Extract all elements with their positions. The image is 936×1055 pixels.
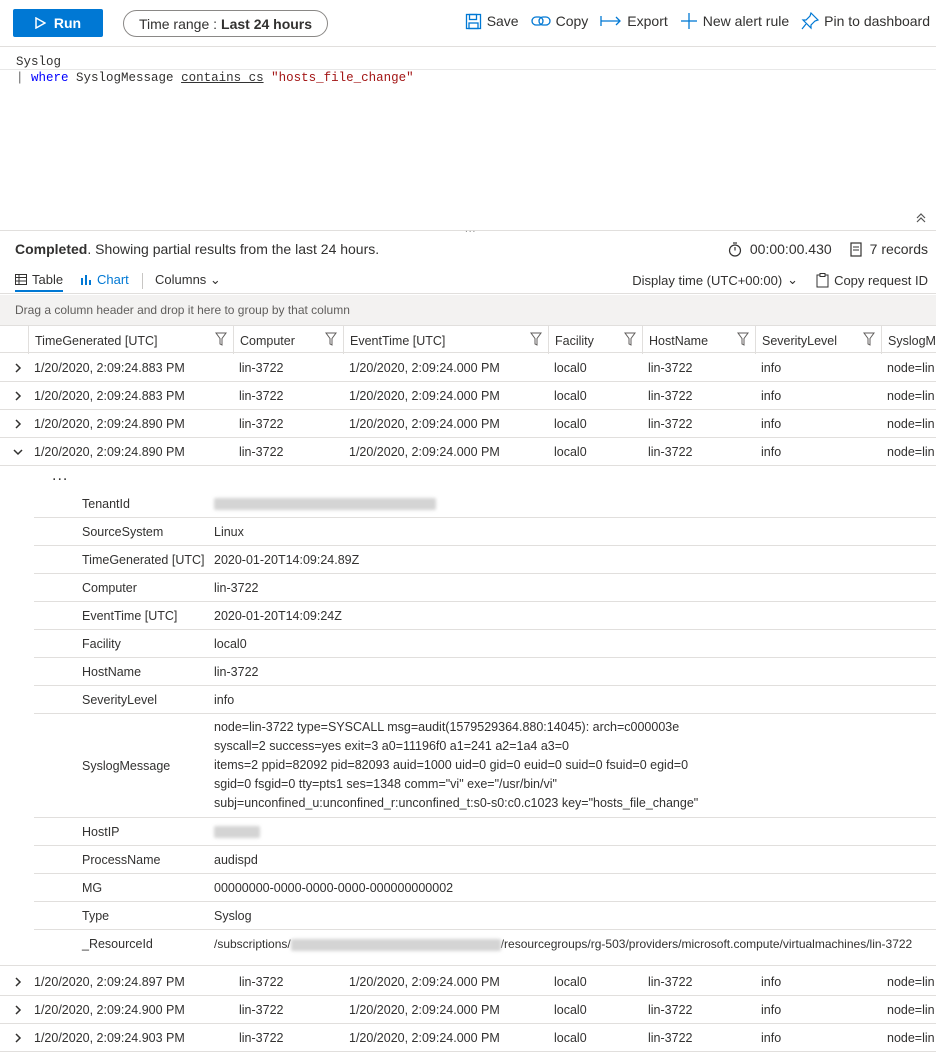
play-icon — [35, 17, 46, 29]
column-header[interactable] — [28, 326, 233, 354]
detail-key: TenantId — [82, 497, 130, 511]
document-icon — [850, 242, 862, 257]
table-cell: lin-3722 — [648, 1031, 693, 1045]
copy-request-id-button[interactable] — [816, 273, 928, 288]
syslog-line: syscall=2 success=yes exit=3 a0=11196f0 a1=241 a2=1a4 a3=0 — [214, 739, 570, 753]
redacted-host-ip — [214, 824, 260, 838]
new-alert-label: New alert rule — [702, 13, 790, 29]
query-line-2 — [16, 71, 414, 85]
chevron-right-icon[interactable] — [12, 417, 24, 431]
detail-value: 2020-01-20T14:09:24.89Z — [214, 553, 360, 567]
elapsed-time — [728, 241, 832, 257]
export-label: Export — [627, 13, 668, 29]
table-cell: local0 — [554, 1031, 587, 1045]
table-cell: local0 — [554, 445, 587, 459]
detail-value: local0 — [214, 637, 247, 651]
column-header-label: TimeGenerated [UTC] — [35, 334, 158, 348]
query-string: "hosts_file_change" — [271, 71, 414, 85]
table-cell: info — [761, 975, 782, 989]
filter-icon[interactable] — [624, 332, 636, 346]
resource-suffix: /resourcegroups/rg-503/providers/microsoft.compute/virtualmachines/lin-3722 — [500, 937, 913, 951]
table-cell: 1/20/2020, 2:09:24.890 PM — [34, 445, 185, 459]
detail-key: HostName — [82, 665, 142, 679]
tab-chart[interactable] — [80, 272, 129, 287]
detail-key: MG — [82, 881, 103, 895]
detail-value: 00000000-0000-0000-0000-000000000002 — [214, 881, 454, 895]
table-cell: info — [761, 1003, 782, 1017]
detail-value: Syslog — [214, 909, 252, 923]
table-cell: node=lin — [887, 1003, 935, 1017]
copy-request-label: Copy request ID — [834, 272, 928, 288]
plus-icon — [680, 12, 698, 30]
chevron-down-icon: ⌄ — [209, 272, 221, 287]
table-cell: local0 — [554, 1003, 587, 1017]
table-cell: 1/20/2020, 2:09:24.000 PM — [349, 975, 500, 989]
table-cell: node=lin — [887, 361, 935, 375]
chevron-down-icon[interactable] — [12, 445, 24, 459]
table-cell: local0 — [554, 389, 587, 403]
query-space — [264, 71, 272, 85]
detail-key: EventTime [UTC] — [82, 609, 178, 623]
pin-to-dashboard-button[interactable] — [801, 12, 930, 30]
stopwatch-icon — [728, 242, 742, 257]
expanded-record-detail — [0, 466, 936, 966]
detail-value: Linux — [214, 525, 244, 539]
table-cell: lin-3722 — [239, 389, 284, 403]
save-label: Save — [486, 13, 519, 29]
query-editor[interactable] — [0, 48, 936, 230]
clipboard-icon — [816, 273, 829, 288]
table-row[interactable] — [0, 996, 936, 1024]
table-cell: 1/20/2020, 2:09:24.900 PM — [34, 1003, 185, 1017]
detail-row-facility — [34, 630, 936, 658]
detail-row-mg — [34, 874, 936, 902]
query-status — [15, 241, 379, 257]
detail-row-processname — [34, 846, 936, 874]
column-header-label: SeverityLevel — [762, 334, 838, 348]
tab-chart-label: Chart — [97, 272, 129, 287]
new-alert-rule-button[interactable] — [680, 12, 789, 30]
group-by-drop-zone[interactable]: Drag a column header and drop it here to group by that column — [0, 295, 936, 325]
view-divider — [142, 273, 143, 289]
status-completed: Completed — [15, 241, 88, 257]
table-cell: lin-3722 — [648, 445, 693, 459]
table-cell: local0 — [554, 361, 587, 375]
query-field: SyslogMessage — [68, 71, 182, 85]
current-line-highlight — [0, 55, 936, 70]
table-cell: node=lin — [887, 445, 935, 459]
detail-key: Computer — [82, 581, 137, 595]
query-toolbar — [0, 0, 936, 47]
filter-icon[interactable] — [325, 332, 337, 346]
detail-key: HostIP — [82, 825, 120, 839]
table-row[interactable] — [0, 382, 936, 410]
syslog-message-value — [214, 718, 698, 813]
resource-prefix: /subscriptions/ — [214, 937, 291, 951]
detail-key: Type — [82, 909, 110, 923]
table-cell: 1/20/2020, 2:09:24.890 PM — [34, 417, 185, 431]
columns-label: Columns — [155, 272, 207, 287]
table-cell: info — [761, 361, 782, 375]
table-cell: 1/20/2020, 2:09:24.883 PM — [34, 389, 185, 403]
table-cell: node=lin — [887, 975, 935, 989]
column-header[interactable] — [343, 326, 548, 354]
export-icon — [600, 14, 622, 28]
table-cell: node=lin — [887, 417, 935, 431]
record-count-value: 7 records — [869, 241, 928, 257]
tab-table-label: Table — [32, 272, 64, 287]
detail-value: info — [214, 693, 235, 707]
table-cell: lin-3722 — [648, 1003, 693, 1017]
run-label: Run — [53, 15, 82, 31]
more-options-icon[interactable]: ... — [52, 467, 69, 484]
column-header-label: SyslogM — [888, 334, 936, 348]
detail-key: ProcessName — [82, 853, 161, 867]
table-cell: info — [761, 445, 782, 459]
table-cell: lin-3722 — [239, 1003, 284, 1017]
bar-chart-icon — [80, 274, 92, 285]
table-cell: lin-3722 — [239, 361, 284, 375]
chevron-right-icon[interactable] — [12, 975, 24, 989]
table-cell: 1/20/2020, 2:09:24.883 PM — [34, 361, 185, 375]
query-operator: contains_cs — [181, 71, 264, 85]
detail-key: SyslogMessage — [82, 759, 171, 773]
table-cell: info — [761, 417, 782, 431]
table-cell: 1/20/2020, 2:09:24.903 PM — [34, 1031, 185, 1045]
chevron-down-icon: ⌄ — [787, 272, 799, 287]
detail-row-severitylevel — [34, 686, 936, 714]
syslog-line: node=lin-3722 type=SYSCALL msg=audit(1579529364.880:14045): arch=c000003e — [214, 720, 680, 734]
table-cell: info — [761, 389, 782, 403]
time-range-value: Last 24 hours — [221, 15, 313, 32]
table-cell: lin-3722 — [239, 975, 284, 989]
chevron-right-icon[interactable] — [12, 1003, 24, 1017]
table-cell: local0 — [554, 975, 587, 989]
table-cell: lin-3722 — [648, 417, 693, 431]
time-range-picker[interactable] — [123, 10, 328, 37]
link-icon — [531, 14, 551, 28]
table-cell: lin-3722 — [239, 417, 284, 431]
table-row[interactable] — [0, 438, 936, 466]
column-header[interactable] — [233, 326, 343, 354]
table-cell: 1/20/2020, 2:09:24.000 PM — [349, 445, 500, 459]
column-header-label: EventTime [UTC] — [350, 334, 446, 348]
table-row[interactable] — [0, 410, 936, 438]
detail-key: TimeGenerated [UTC] — [82, 553, 205, 567]
collapse-editor-icon[interactable] — [916, 210, 926, 226]
detail-row-sourcesystem — [34, 518, 936, 546]
detail-value: 2020-01-20T14:09:24Z — [214, 609, 342, 623]
table-row[interactable] — [0, 968, 936, 996]
table-row[interactable] — [0, 1024, 936, 1052]
table-cell: node=lin — [887, 389, 935, 403]
column-header-label: Facility — [555, 334, 594, 348]
results-view-bar — [0, 266, 936, 294]
table-icon — [15, 274, 27, 285]
table-row[interactable] — [0, 354, 936, 382]
detail-value: lin-3722 — [214, 665, 259, 679]
column-header[interactable] — [881, 326, 936, 354]
time-range-prefix: Time range : — [138, 15, 218, 32]
filter-icon[interactable] — [215, 332, 227, 346]
detail-row-syslogmessage — [34, 714, 936, 818]
detail-value: audispd — [214, 853, 258, 867]
save-icon — [465, 13, 482, 30]
redacted-subscription-id — [291, 939, 501, 951]
filter-icon[interactable] — [863, 332, 875, 346]
elapsed-value: 00:00:00.430 — [749, 241, 832, 257]
redacted-tenant-id — [214, 496, 436, 510]
grid-header — [0, 325, 936, 353]
display-time-label: Display time (UTC+00:00) — [632, 272, 783, 288]
table-cell: lin-3722 — [648, 975, 693, 989]
table-cell: lin-3722 — [239, 1031, 284, 1045]
display-time-dropdown[interactable] — [632, 272, 798, 288]
column-header-label: HostName — [649, 334, 709, 348]
detail-row-computer — [34, 574, 936, 602]
syslog-line: sgid=0 fsgid=0 tty=pts1 ses=1348 comm="vi" exe="/usr/bin/vi" — [214, 777, 557, 791]
table-cell: 1/20/2020, 2:09:24.897 PM — [34, 975, 185, 989]
query-keyword: where — [31, 71, 69, 85]
table-cell: node=lin — [887, 1031, 935, 1045]
detail-row-hostip — [34, 818, 936, 846]
detail-key: SourceSystem — [82, 525, 164, 539]
syslog-line: items=2 ppid=82092 pid=82093 auid=1000 uid=0 gid=0 euid=0 suid=0 fsuid=0 egid=0 — [214, 758, 689, 772]
run-button[interactable] — [13, 9, 103, 37]
chevron-right-icon[interactable] — [12, 361, 24, 375]
table-cell: lin-3722 — [648, 389, 693, 403]
status-message: . Showing partial results from the last 24 hours. — [87, 241, 380, 257]
copy-button[interactable] — [531, 12, 589, 30]
table-cell: 1/20/2020, 2:09:24.000 PM — [349, 361, 500, 375]
column-header[interactable] — [548, 326, 642, 354]
syslog-line: subj=unconfined_u:unconfined_r:unconfined_t:s0-s0:c0.c1023 key="hosts_file_change" — [214, 796, 699, 810]
table-cell: 1/20/2020, 2:09:24.000 PM — [349, 1031, 500, 1045]
table-cell: local0 — [554, 417, 587, 431]
table-cell: 1/20/2020, 2:09:24.000 PM — [349, 1003, 500, 1017]
export-button[interactable] — [600, 12, 667, 30]
detail-key: Facility — [82, 637, 121, 651]
tab-table[interactable] — [15, 272, 63, 292]
detail-row-hostname — [34, 658, 936, 686]
chevron-right-icon[interactable] — [12, 389, 24, 403]
table-cell: 1/20/2020, 2:09:24.000 PM — [349, 389, 500, 403]
column-header-label: Computer — [240, 334, 295, 348]
table-cell: lin-3722 — [648, 361, 693, 375]
record-count — [850, 241, 928, 257]
pin-label: Pin to dashboard — [824, 13, 930, 29]
column-header[interactable] — [642, 326, 755, 354]
detail-row-eventtime — [34, 602, 936, 630]
column-header[interactable] — [755, 326, 881, 354]
detail-row-resourceid — [34, 930, 936, 958]
save-button[interactable] — [465, 12, 519, 30]
filter-icon[interactable] — [530, 332, 542, 346]
detail-key: _ResourceId — [82, 937, 153, 951]
columns-dropdown[interactable] — [155, 272, 221, 288]
pin-icon — [801, 12, 819, 30]
detail-row-tenantid — [34, 490, 936, 518]
table-cell: 1/20/2020, 2:09:24.000 PM — [349, 417, 500, 431]
detail-value: lin-3722 — [214, 581, 259, 595]
table-cell: lin-3722 — [239, 445, 284, 459]
detail-row-timegenerated — [34, 546, 936, 574]
table-cell: info — [761, 1031, 782, 1045]
chevron-right-icon[interactable] — [12, 1031, 24, 1045]
query-pipe: | — [16, 71, 32, 85]
detail-row-type — [34, 902, 936, 930]
splitter-grip-icon[interactable]: ... — [465, 224, 477, 235]
copy-label: Copy — [555, 13, 589, 29]
detail-key: SeverityLevel — [82, 693, 158, 707]
resource-id-value — [214, 937, 912, 951]
filter-icon[interactable] — [737, 332, 749, 346]
query-line-1: Syslog — [16, 55, 62, 69]
